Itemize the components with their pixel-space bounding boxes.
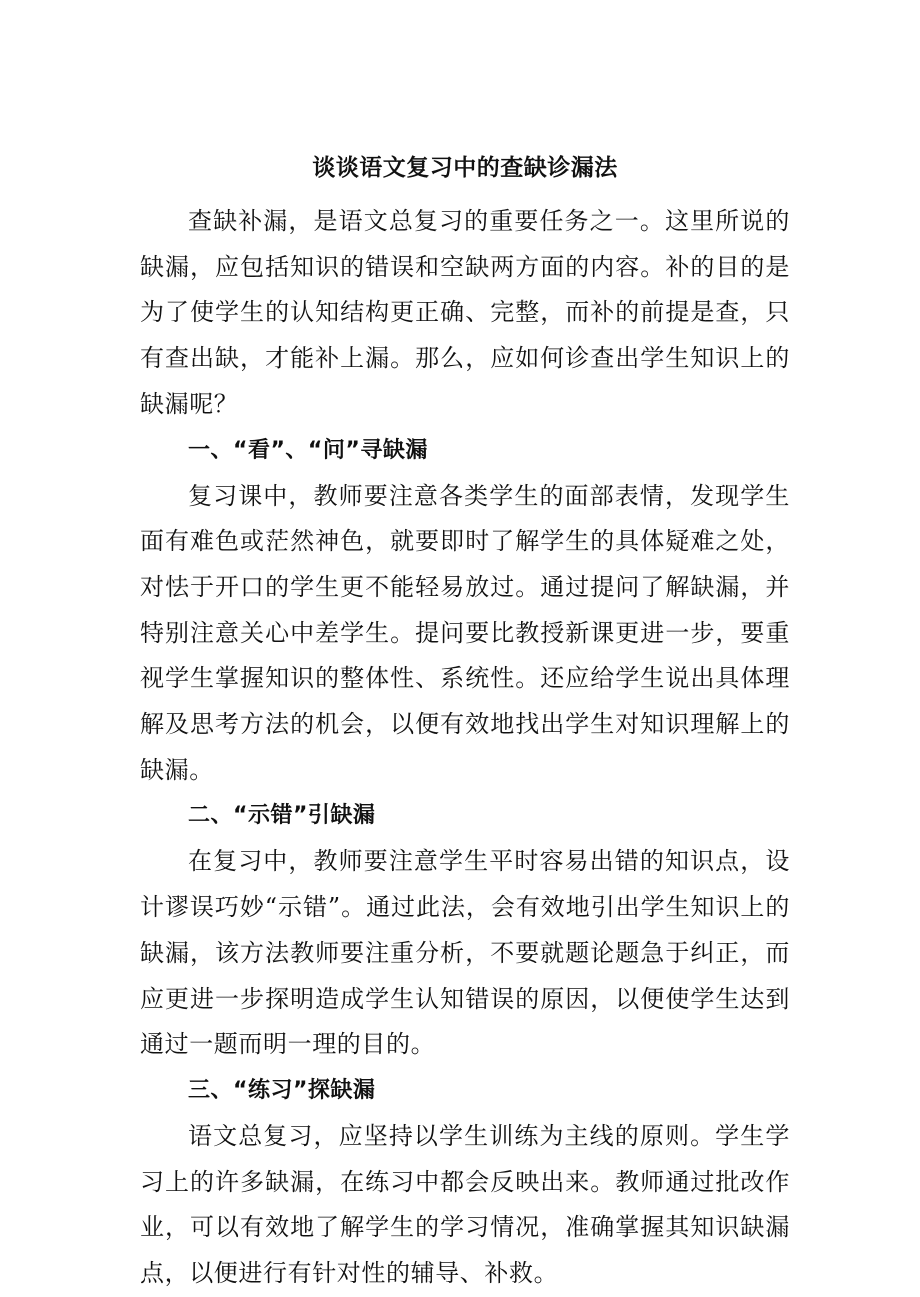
document-body [140, 143, 790, 1297]
intro-paragraph: 查缺补漏，是语文总复习的重要任务之一。这里所说的缺漏，应包括知识的错误和空缺两方面的内容。补的目的是为了使学生的认知结构更正确、完整，而补的前提是查，只有查出缺，才能补上漏。那么，应如何诊查出学生知识上的缺漏呢？ [140, 207, 790, 418]
section-body-1: 复习课中，教师要注意各类学生的面部表情，发现学生面有难色或茫然神色，就要即时了解学生的具体疑难之处，对怯于开口的学生更不能轻易放过。通过提问了解缺漏，并特别注意关心中差学生。提问要比教授新课更进一步，要重视学生掌握知识的整体性、系统性。还应给学生说出具体理解及思考方法的机会，以便有效地找出学生对知识理解上的缺漏。 [140, 481, 790, 784]
section-body-3: 语文总复习，应坚持以学生训练为主线的原则。学生学习上的许多缺漏，在练习中都会反映出来。教师通过批改作业，可以有效地了解学生的学习情况，准确掌握其知识缺漏点，以便进行有针对性的辅导、补救。 [140, 1121, 790, 1288]
section-body-2: 在复习中，教师要注意学生平时容易出错的知识点，设计谬误巧妙“示错”。通过此法，会有效地引出学生知识上的缺漏，该方法教师要注重分析，不要就题论题急于纠正，而应更进一步探明造成学生认知错误的原因，以便使学生达到通过一题而明一理的目的。 [140, 847, 790, 1059]
section-heading-2: 二、“示错”引缺漏 [188, 803, 376, 829]
section-heading-1: 一、“看”、“问”寻缺漏 [188, 437, 428, 463]
section-heading-3: 三、“练习”探缺漏 [188, 1077, 376, 1103]
document-title: 谈谈语文复习中的查缺诊漏法 [312, 155, 618, 181]
